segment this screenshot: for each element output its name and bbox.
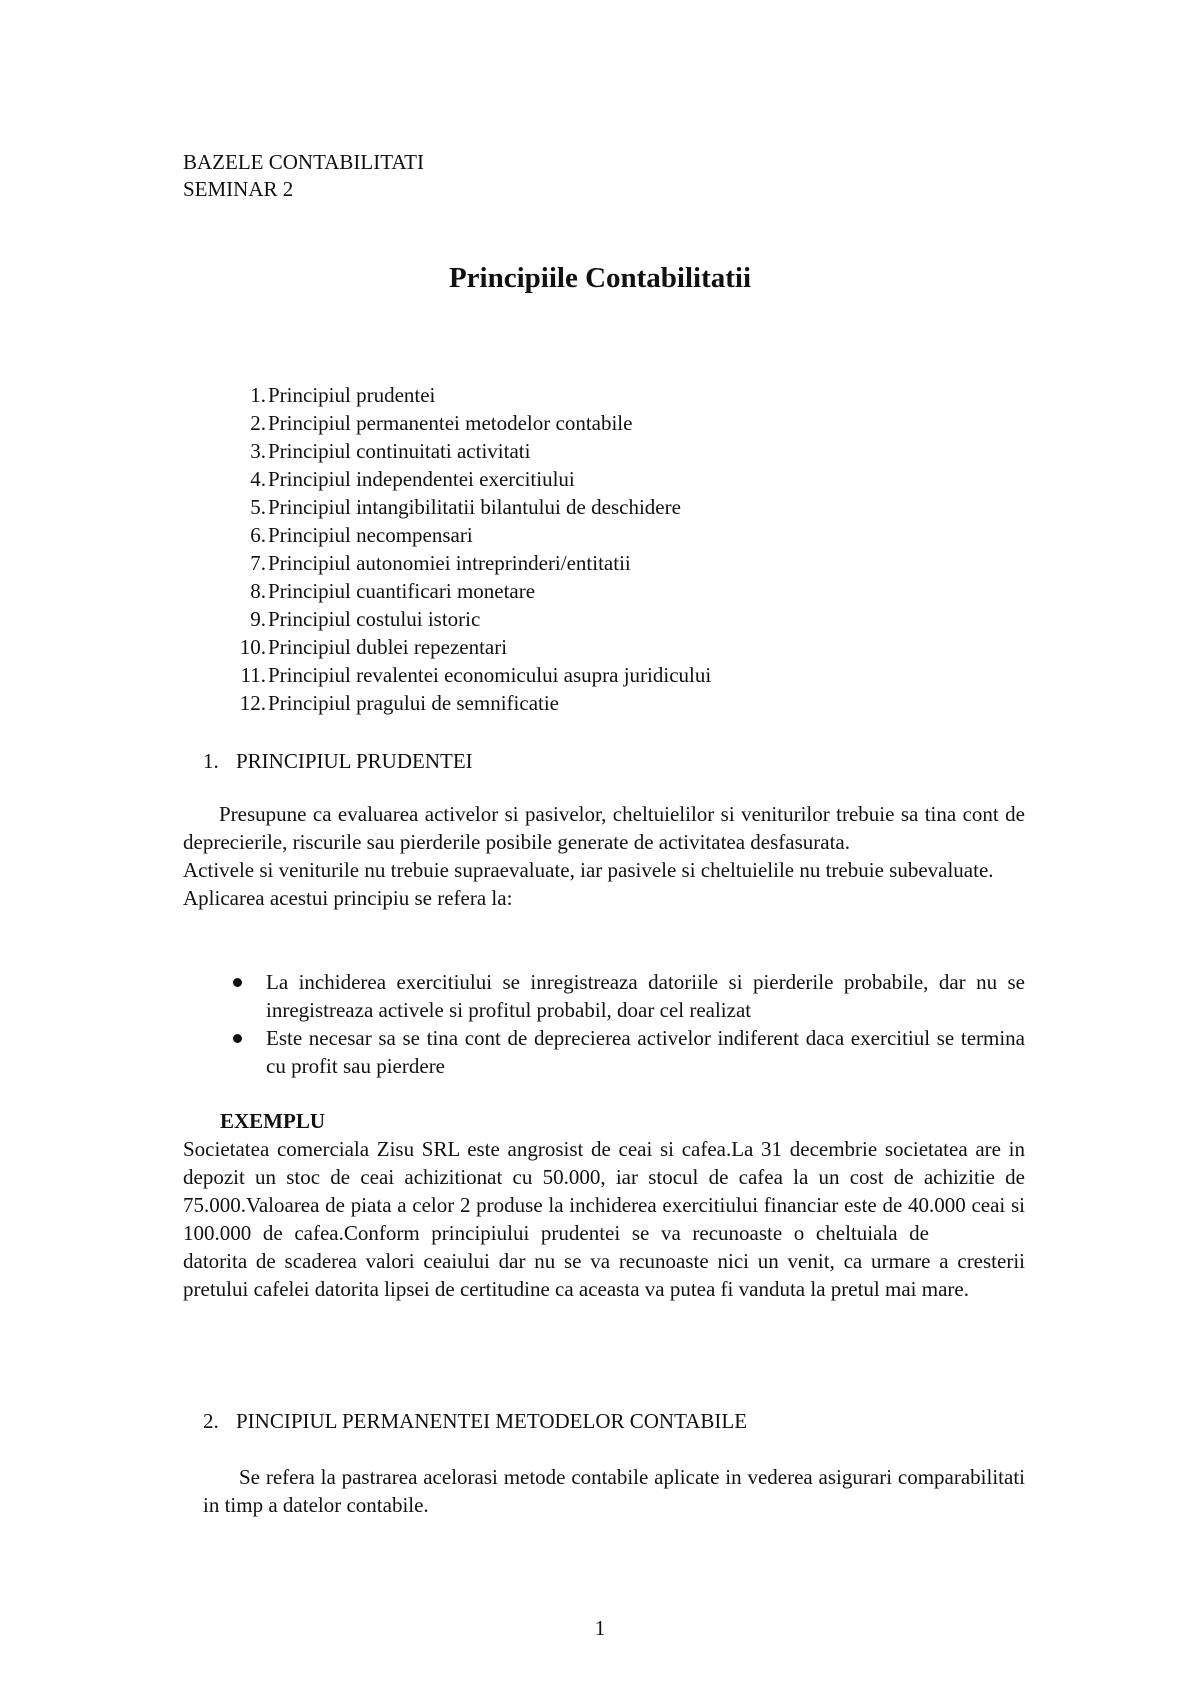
list-item: La inchiderea exercitiului se inregistreaza datoriile si pierderile probabile, dar nu se inregistreaza activele si profitul probabil, doar cel realizat [230, 968, 1025, 1024]
list-item: Este necesar sa se tina cont de deprecierea activelor indiferent daca exercitiul se termina cu profit sau pierdere [230, 1024, 1025, 1080]
bullet-icon [233, 978, 242, 987]
section-heading-permanence: 2. PINCIPIUL PERMANENTEI METODELOR CONTABILE [203, 1409, 748, 1433]
page-number: 1 [594, 1616, 606, 1640]
example-text-part-b: datorita de scaderea valori ceaiului dar nu se va recunoaste nici un venit, ca urmare a cresterii pretului cafelei datorita lipsei de certitudine ca aceasta va putea fi vanduta la pretul mai mare. [183, 1249, 1025, 1301]
page-title: Principiile Contabilitatii [448, 262, 752, 294]
section-heading-prudence: 1. PRINCIPIUL PRUDENTEI [203, 749, 473, 773]
prudence-bullets [230, 968, 1025, 1080]
course-title: BAZELE CONTABILITATI [183, 150, 425, 174]
document-page: BAZELE CONTABILITATI SEMINAR 2 Principiile Contabilitatii 1. Principiul prudentei 2. Principiul permanentei metodelor contabile 3. Principiul continuitati activitati 4. Principiul independentei exercitiului 5. Principiul intangibilitatii bilantului de deschidere 6. Principiul necompensari 7. Principiul autonomiei intreprinderi/entitatii 8. Principiul cuantificari monetare 9. Principiul costului istoric 10. Principiul dublei repezentari 11. Principiul revalentei economicului asupra juridicului 12. Principiul pragului de semnificatie 1. PRINCIPIUL PRUDENTEI Presupune ca evaluarea activelor si pasivelor, cheltuielilor si veniturilor trebuie sa tina cont de deprecierile, riscurile sau pierderile posibile generate de activitatea desfasurata. Activele si veniturile nu trebuie supraevaluate, iar pasivele si cheltuielile nu trebuie subevaluate. Aplicarea acestui principiu se refera la: La inchiderea exercitiului se inregistreaza datoriile si pierderile probabile, dar nu se inregistreaza activele si profitul probabil, doar cel realizat Este necesar sa se tina cont de deprecierea activelor indiferent daca exercitiul se termina cu profit sau pierdere EXEMPLU Societatea comerciala Zisu SRL este angrosist de ceai si cafea.La 31 decembrie societatea are in depozit un stoc de ceai achizitionat cu 50.000, iar stocul de cafea la un cost de achizitie de 75.000.Valoarea de piata a celor 2 produse la inchiderea exercitiului financiar este de 40.000 ceai si 100.000 de cafea.Conform principiului prudentei se va recunoaste o cheltuiala dedatorita de scaderea valori ceaiului dar nu se va recunoaste nici un venit, ca urmare a cresterii pretului cafelei datorita lipsei de certitudine ca aceasta va putea fi vanduta la pretul mai mare. 2. PINCIPIUL PERMANENTEI METODELOR CONTABILE Se refera la pastrarea acelorasi metode contabile aplicate in vederea asigurari comparabilitati in timp a datelor contabile. 1 [0, 0, 1200, 1698]
permanence-paragraph: Se refera la pastrarea acelorasi metode contabile aplicate in vederea asigurari comparabilitati in timp a datelor contabile. [203, 1465, 1025, 1517]
prudence-definition: Presupune ca evaluarea activelor si pasivelor, cheltuielilor si veniturilor trebuie sa tina cont de deprecierile, riscurile sau pierderile posibile generate de activitatea desfasurata. [183, 802, 1025, 854]
prudence-paragraphs [183, 800, 1025, 912]
bullet-icon [233, 1034, 242, 1043]
prudence-application-intro: Aplicarea acestui principiu se refera la: [183, 886, 513, 910]
example-text-part-a: Societatea comerciala Zisu SRL este angrosist de ceai si cafea.La 31 decembrie societatea are in depozit un stoc de ceai achizitionat cu 50.000, iar stocul de cafea la un cost de achizitie de 75.000.Valoarea de piata a celor 2 produse la inchiderea exercitiului financiar este de 40.000 ceai si 100.000 de cafea.Conform principiului prudentei se va recunoaste o cheltuiala de [183, 1137, 1025, 1245]
example-paragraph [183, 1135, 1025, 1303]
prudence-rule: Activele si veniturile nu trebuie supraevaluate, iar pasivele si cheltuielile nu trebuie subevaluate. [183, 858, 994, 882]
seminar-label: SEMINAR 2 [183, 177, 294, 201]
example-label: EXEMPLU [220, 1109, 325, 1133]
